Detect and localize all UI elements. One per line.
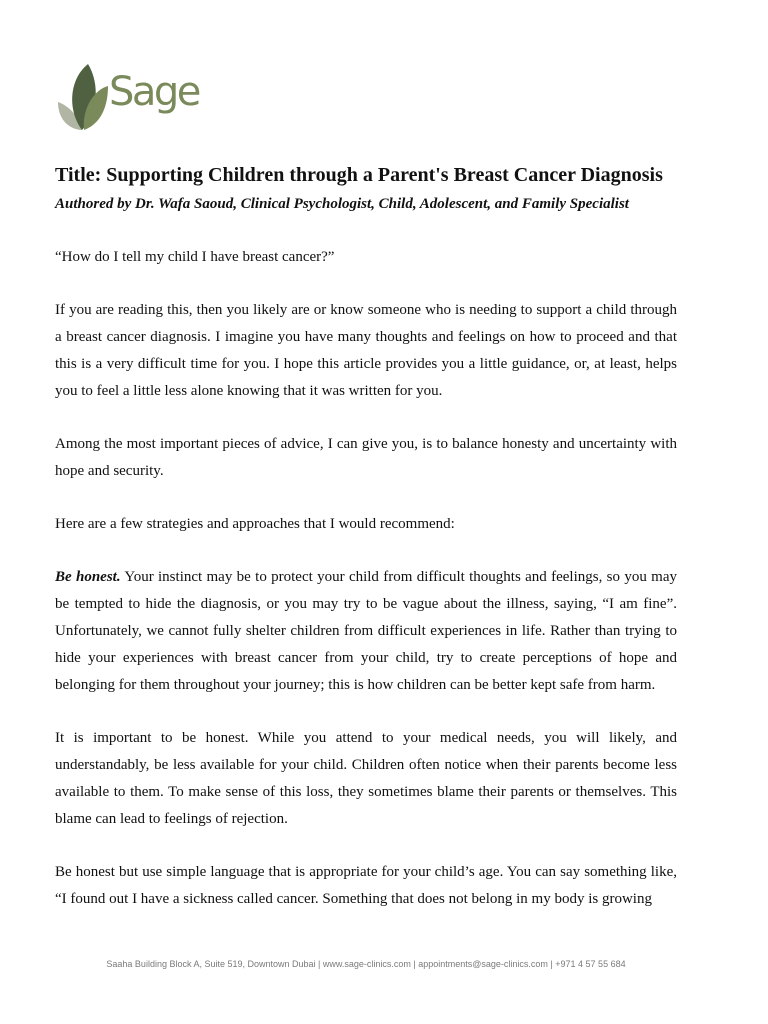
- paragraph-advice: Among the most important pieces of advice, I can give you, is to balance honesty and uncertainty with hope and security.: [55, 436, 677, 479]
- leaf-icon: [54, 64, 114, 134]
- article-body: [55, 160, 677, 913]
- logo-wordmark: Sage: [109, 69, 199, 115]
- paragraph-be-honest: [55, 564, 677, 699]
- paragraph-simple-language: Be honest but use simple language that is appropriate for your child’s age. You can say something like, “I found out I have a sickness called cancer. Something that does not belong in my body is growing: [55, 864, 677, 907]
- paragraph-importance: It is important to be honest. While you attend to your medical needs, you will likely, and understandably, be less available for your child. Children often notice when their parents become less available to them. To make sense of this loss, they sometimes blame their parents or themselves. This blame can lead to feelings of rejection.: [55, 730, 677, 827]
- paragraph-intro: If you are reading this, then you likely are or know someone who is needing to support a child through a breast cancer diagnosis. I imagine you have many thoughts and feelings on how to proceed and that this is a very difficult time for you. I hope this article provides you a little guidance, or, at least, helps you to feel a little less alone knowing that it was written for you.: [55, 302, 677, 399]
- be-honest-text: Your instinct may be to protect your child from difficult thoughts and feelings, so you may be tempted to hide the diagnosis, or you may try to be vague about the illness, saying, “I am fine”. Unfortunately, we cannot fully shelter children from difficult experiences in life. Rather than trying to hide your experiences with breast cancer from your child, try to create perceptions of hope and belonging for them throughout your journey; this is how children can be better kept safe from harm.: [55, 569, 677, 693]
- be-honest-heading: Be honest.: [55, 569, 121, 585]
- article-author: Authored by Dr. Wafa Saoud, Clinical Psychologist, Child, Adolescent, and Family Specialist: [55, 196, 629, 212]
- article-title: Title: Supporting Children through a Parent's Breast Cancer Diagnosis: [55, 164, 663, 186]
- paragraph-strategies: Here are a few strategies and approaches that I would recommend:: [55, 516, 455, 532]
- sage-logo: [54, 64, 214, 134]
- paragraph-question: “How do I tell my child I have breast cancer?”: [55, 249, 335, 265]
- page-footer: Saaha Building Block A, Suite 519, Downtown Dubai | www.sage-clinics.com | appointments@sage-clinics.com | +971 4 57 55 684: [106, 959, 626, 969]
